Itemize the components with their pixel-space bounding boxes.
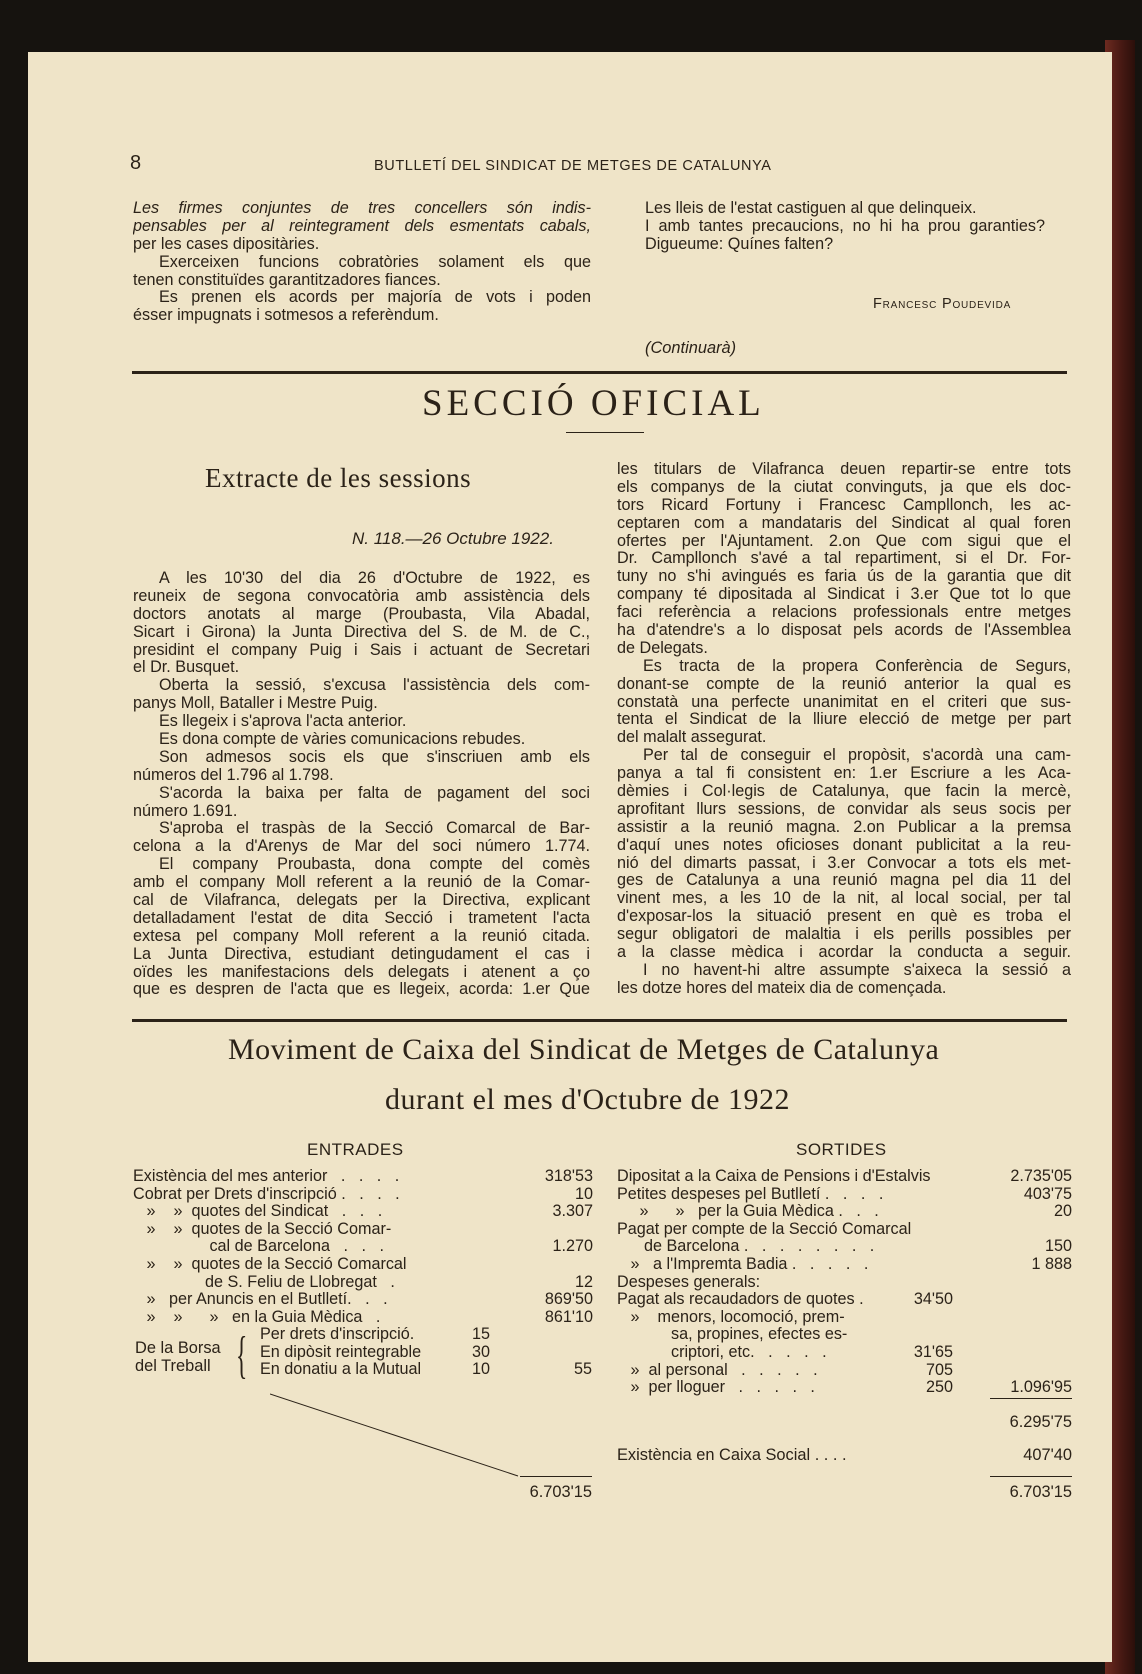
borsa-item-label: En dipòsit reintegrable bbox=[260, 1342, 422, 1361]
text-line: panya a tal fi consistent en: 1.er Escriure a les Aca- bbox=[617, 765, 1071, 783]
ledger-label: » » quotes de la Secció Comar- bbox=[133, 1219, 392, 1238]
text-line: extesa pel company Moll referent a la reunió citada. bbox=[133, 927, 590, 945]
ledger-row bbox=[617, 1256, 1072, 1274]
ledger-label: cal de Barcelona . . . bbox=[133, 1237, 385, 1256]
caixa-rule bbox=[132, 1019, 1067, 1022]
top-left-text bbox=[133, 200, 591, 325]
ledger-label: » a l'Impremta Badia . . . . . bbox=[617, 1254, 869, 1273]
borsa-label-line: De la Borsa bbox=[135, 1339, 221, 1357]
text-line: ha d'atendre's a lo disposat pels acords de l'Assemblea bbox=[617, 622, 1071, 640]
text-line: números del 1.796 al 1.798. bbox=[133, 766, 334, 784]
text-line: doctors anotats al marge (Proubasta, Vila Abadal, bbox=[133, 605, 590, 623]
ledger-row bbox=[133, 1274, 593, 1292]
text-line: ges de Catalunya a una reunió magna pel dia 11 del bbox=[617, 872, 1071, 890]
ledger-row bbox=[617, 1168, 1072, 1186]
ledger-amount: 869'50 bbox=[544, 1290, 593, 1309]
top-right-text bbox=[645, 200, 1045, 254]
text-line: Sicart i Girona) la Junta Directiva del S. de M. de C., bbox=[133, 623, 590, 641]
text-line: ésser impugnats i sotmesos a referèndum. bbox=[133, 307, 439, 325]
text-line: número 1.691. bbox=[133, 802, 238, 820]
borsa-row bbox=[260, 1344, 600, 1362]
ledger-label: de S. Feliu de Llobregat . bbox=[133, 1272, 395, 1291]
text-line: ceptaren com a mandataris del Sindicat al qual foren bbox=[617, 514, 1071, 532]
ledger-label: Pagat als recaudadors de quotes . bbox=[617, 1290, 864, 1309]
ledger-amount: 150 bbox=[1044, 1237, 1072, 1256]
ledger-row bbox=[133, 1168, 593, 1186]
text-line: reuneix de segona convocatòria amb assistència dels bbox=[133, 587, 590, 605]
text-line: cal de Vilafranca, delegats per la Directiva, explicant bbox=[133, 892, 590, 910]
borsa-item-label: Per drets d'inscripció. bbox=[260, 1325, 415, 1343]
text-line: Son admesos socis els que s'inscriuen amb els bbox=[159, 748, 590, 766]
borsa-row bbox=[260, 1326, 600, 1344]
ledger-subamount: 705 bbox=[925, 1360, 953, 1379]
text-line: Es llegeix i s'aprova l'acta anterior. bbox=[159, 713, 407, 731]
text-line: Oberta la sessió, s'excusa l'assistència dels com- bbox=[159, 677, 590, 695]
ledger-row bbox=[133, 1238, 593, 1256]
text-line: tors Ricard Fortuny i Francesc Campllonch, les ac- bbox=[617, 496, 1071, 514]
ledger-subamount: 34'50 bbox=[913, 1290, 953, 1309]
ledger-label: Despeses generals: bbox=[617, 1272, 761, 1291]
ledger-label: » al personal . . . . . bbox=[617, 1360, 818, 1379]
ledger-row bbox=[617, 1326, 1072, 1344]
ledger-row bbox=[133, 1309, 593, 1327]
text-line: donant-se compte de la reunió anterior la qual es bbox=[617, 675, 1071, 693]
cancellation-line bbox=[270, 1392, 520, 1480]
text-line: A les 10'30 del dia 26 d'Octubre de 1922, es bbox=[159, 570, 590, 587]
sessions-right-column bbox=[617, 461, 1071, 998]
ledger-label: criptori, etc. . . . . bbox=[617, 1342, 827, 1361]
text-line: dèmies i Col·legis de Catalunya, que facin la mercè, bbox=[617, 783, 1071, 801]
ledger-label: Dipositat a la Caixa de Pensions i d'Estalvis bbox=[617, 1167, 931, 1185]
sessions-title: Extracte de les sessions bbox=[205, 463, 472, 493]
borsa-label-line: del Treball bbox=[135, 1357, 211, 1375]
title-underline bbox=[566, 432, 644, 433]
ledger-row bbox=[617, 1362, 1072, 1380]
ledger-row bbox=[617, 1238, 1072, 1256]
sortides-header: SORTIDES bbox=[796, 1140, 887, 1159]
borsa-item-value: 30 bbox=[471, 1342, 490, 1361]
text-line: ofertes per l'Ajuntament. 2.on Que com sigui que el bbox=[617, 532, 1071, 550]
ledger-amount: 2.735'05 bbox=[1010, 1167, 1072, 1185]
ledger-label: » per Anuncis en el Butlletí. . . bbox=[133, 1290, 388, 1309]
text-line: Digueume: Quínes falten? bbox=[645, 235, 834, 253]
ledger-label: Existència del mes anterior . . . . bbox=[133, 1167, 400, 1185]
ledger-subamount: 31'65 bbox=[913, 1342, 953, 1361]
text-line: company té dipositada al Sindicat i 3.er Que tot lo que bbox=[617, 586, 1071, 604]
text-line: d'exposar-los la situació present en què es troba el bbox=[617, 908, 1071, 926]
ledger-amount: 403'75 bbox=[1023, 1184, 1072, 1203]
continued-note: (Continuarà) bbox=[645, 339, 737, 357]
text-line: amb el company Moll referent a la reunió de la Comar- bbox=[133, 874, 590, 892]
sortides-total-rule bbox=[990, 1476, 1072, 1477]
borsa-total: 55 bbox=[573, 1360, 592, 1379]
text-line: el Dr. Busquet. bbox=[133, 659, 240, 677]
text-line: La Junta Directiva, estudiant detingudament el cas i bbox=[133, 945, 590, 963]
text-line: Les firmes conjuntes de tres concellers són indis- bbox=[133, 200, 591, 217]
ledger-label: Pagat per compte de la Secció Comarcal bbox=[617, 1219, 912, 1238]
section-rule bbox=[132, 371, 1067, 374]
ledger-label: sa, propines, efectes es- bbox=[617, 1325, 848, 1344]
text-line: El company Proubasta, dona compte del comès bbox=[159, 856, 590, 874]
ledger-label: » » quotes del Sindicat . . . bbox=[133, 1202, 383, 1221]
ledger-label: Cobrat per Drets d'inscripció . . . . bbox=[133, 1184, 400, 1203]
caixa-title-line1: Moviment de Caixa del Sindicat de Metges de Catalunya bbox=[228, 1033, 940, 1066]
text-line: Es dona compte de vàries comunicacions rebudes. bbox=[159, 731, 526, 749]
entrades-total-rule bbox=[520, 1476, 592, 1477]
text-line: que es despren de l'acta que es llegeix, acorda: 1.er Que bbox=[133, 981, 590, 999]
borsa-label bbox=[135, 1339, 221, 1375]
ledger-amount: 318'53 bbox=[544, 1167, 593, 1185]
text-line: S'acorda la baixa per falta de pagament del soci bbox=[159, 784, 590, 802]
text-line: celona a la d'Arenys de Mar del soci número 1.774. bbox=[133, 838, 590, 856]
caixa-title-line2: durant el mes d'Octubre de 1922 bbox=[385, 1083, 790, 1116]
ledger-amount: 3.307 bbox=[552, 1202, 593, 1221]
sortides-total: 6.703'15 bbox=[1009, 1483, 1072, 1501]
text-line: pensables per al reintegrament dels esmentats cabals, bbox=[133, 217, 591, 235]
ledger-row bbox=[133, 1291, 593, 1309]
text-line: a la classe mèdica i acordar la conducta a seguir. bbox=[617, 944, 1071, 962]
text-line: nió del dimarts passat, i 3.er Convocar a tots els met- bbox=[617, 854, 1071, 872]
ledger-row bbox=[133, 1203, 593, 1221]
borsa-row bbox=[260, 1361, 600, 1379]
text-line: S'aproba el traspàs de la Secció Comarcal de Bar- bbox=[159, 820, 590, 838]
sessions-left-column bbox=[133, 570, 590, 999]
author-signature: Francesc Poudevida bbox=[873, 296, 1012, 312]
text-line: detalladament l'estat de dita Secció i trametent l'acta bbox=[133, 909, 590, 927]
ledger-row bbox=[617, 1309, 1072, 1327]
ledger-amount: 1.270 bbox=[552, 1237, 593, 1256]
text-line: Per tal de conseguir el propòsit, s'acordà una cam- bbox=[643, 747, 1071, 765]
ledger-row bbox=[617, 1203, 1072, 1221]
ledger-label: » per lloguer . . . . . bbox=[617, 1378, 815, 1397]
sortides-subtotal-rule bbox=[990, 1398, 1072, 1399]
text-line: faci referència a relacions professionals entre metges bbox=[617, 604, 1071, 622]
section-title: SECCIÓ OFICIAL bbox=[422, 383, 765, 424]
running-title: BUTLLETÍ DEL SINDICAT DE METGES DE CATALUNYA bbox=[374, 158, 772, 174]
ledger-row bbox=[617, 1274, 1072, 1292]
page-number: 8 bbox=[130, 152, 142, 174]
ledger-label: » » » en la Guia Mèdica . bbox=[133, 1307, 381, 1326]
text-line: I no havent-hi altre assumpte s'aixeca la sessió a bbox=[643, 961, 1071, 979]
text-line: Es tracta de la propera Conferència de Segurs, bbox=[643, 657, 1071, 675]
text-line: les titulars de Vilafranca deuen repartir-se entre tots bbox=[617, 461, 1071, 478]
text-line: Exerceixen funcions cobratòries solament els que bbox=[159, 253, 591, 271]
existencia-amount: 407'40 bbox=[1023, 1446, 1072, 1464]
ledger-amount: 1 888 bbox=[1031, 1254, 1072, 1273]
text-line: Dr. Campllonch s'avé a tal repartiment, si el Dr. For- bbox=[617, 550, 1071, 568]
ledger-label: » » per la Guia Mèdica . . . bbox=[617, 1202, 879, 1221]
text-line: segur obligatori de malaltia i els perills possibles per bbox=[617, 926, 1071, 944]
ledger-row bbox=[617, 1379, 1072, 1397]
ledger-amount: 1.096'95 bbox=[1010, 1378, 1072, 1397]
text-line: tenen constituïdes garantitzadores fiances. bbox=[133, 271, 441, 289]
ledger-label: » menors, locomoció, prem- bbox=[617, 1307, 845, 1326]
text-line: panys Moll, Bataller i Mestre Puig. bbox=[133, 695, 378, 713]
ledger-label: de Barcelona . . . . . . . . bbox=[617, 1237, 875, 1256]
text-line: les dotze hores del mateix dia de començada. bbox=[617, 979, 947, 997]
borsa-item-value: 15 bbox=[471, 1325, 490, 1343]
sortides-ledger bbox=[617, 1168, 1072, 1397]
ledger-subamount: 250 bbox=[925, 1378, 953, 1397]
brace-glyph: { bbox=[236, 1327, 248, 1384]
ledger-row bbox=[617, 1186, 1072, 1204]
ledger-row bbox=[617, 1291, 1072, 1309]
existencia-label: Existència en Caixa Social . . . . bbox=[617, 1446, 847, 1464]
ledger-row bbox=[133, 1256, 593, 1274]
text-line: vinent mes, a les 10 de la nit, al local social, per tal bbox=[617, 890, 1071, 908]
text-line: d'aquí unes notes oficioses donant publicitat a la reu- bbox=[617, 836, 1071, 854]
text-line: constatà una perfecte unanimitat en el criteri que sus- bbox=[617, 693, 1071, 711]
ledger-label: » » quotes de la Secció Comarcal bbox=[133, 1254, 407, 1273]
text-line: Es prenen els acords per majoría de vots i poden bbox=[159, 289, 591, 307]
ledger-row bbox=[133, 1186, 593, 1204]
ledger-label: Petites despeses pel Butlletí . . . . bbox=[617, 1184, 884, 1203]
text-line: I amb tantes precaucions, no hi ha prou garanties? bbox=[645, 217, 1045, 235]
ledger-amount: 12 bbox=[574, 1272, 593, 1291]
text-line: presidint el company Puig i Sais i actuant de Secretari bbox=[133, 641, 590, 659]
text-line: del malalt assegurat. bbox=[617, 729, 767, 747]
ledger-amount: 861'10 bbox=[544, 1307, 593, 1326]
sessions-subtitle: N. 118.—26 Octubre 1922. bbox=[352, 529, 554, 548]
borsa-items bbox=[260, 1326, 600, 1379]
borsa-item-label: En donatiu a la Mutual bbox=[260, 1360, 422, 1379]
text-line: tuny no s'hi avingués es faria ús de la garantia que dit bbox=[617, 568, 1071, 586]
ledger-row bbox=[617, 1344, 1072, 1362]
ledger-row bbox=[617, 1221, 1072, 1239]
text-line: aprofitant llurs sessions, de convidar als seus socis per bbox=[617, 800, 1071, 818]
ledger-amount: 10 bbox=[574, 1184, 593, 1203]
text-line: Les lleis de l'estat castiguen al que delinqueix. bbox=[645, 200, 977, 217]
borsa-item-value: 10 bbox=[471, 1360, 490, 1379]
text-line: de Delegats. bbox=[617, 639, 708, 657]
entrades-header: ENTRADES bbox=[307, 1140, 404, 1159]
ledger-row bbox=[133, 1221, 593, 1239]
text-line: oïdes les manifestacions dels delegats i atenent a ço bbox=[133, 963, 590, 981]
entrades-total: 6.703'15 bbox=[529, 1483, 592, 1501]
text-line: per les cases dipositàries. bbox=[133, 235, 320, 253]
text-line: assistir a la reunió magna. 2.on Publicar a la premsa bbox=[617, 818, 1071, 836]
sortides-subtotal: 6.295'75 bbox=[1009, 1413, 1072, 1431]
ledger-amount: 20 bbox=[1053, 1202, 1072, 1221]
text-line: els companys de la ciutat convinguts, ja que els doc- bbox=[617, 478, 1071, 496]
entrades-ledger bbox=[133, 1168, 593, 1326]
text-line: tenta el Sindicat de la lliure elecció de metge per part bbox=[617, 711, 1071, 729]
